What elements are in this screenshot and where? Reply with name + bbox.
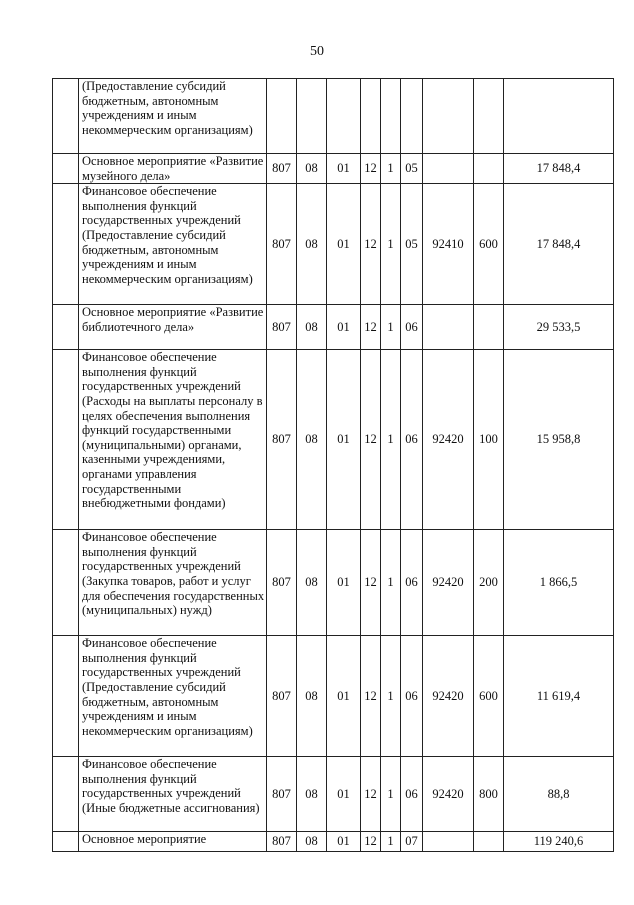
row-index-cell (53, 757, 79, 832)
prog-cell: 12 (361, 757, 381, 832)
direction-cell: 92410 (423, 184, 474, 305)
table-row (53, 79, 614, 154)
admin-cell: 807 (267, 757, 297, 832)
subsection-cell: 01 (327, 530, 361, 636)
sum-cell: 1 866,5 (504, 530, 614, 636)
prog-cell: 12 (361, 350, 381, 530)
admin-cell: 807 (267, 350, 297, 530)
type-cell: 600 (474, 184, 504, 305)
event-cell: 06 (401, 636, 423, 757)
sum-cell (504, 79, 614, 154)
expense-name-cell: Финансовое обеспечение выполнения функций государственных учреждений (Иные бюджетные ассигнования) (79, 757, 267, 832)
expense-name-cell: (Предоставление субсидий бюджетным, автономным учреждениям и иным некоммерческим организациям) (79, 79, 267, 154)
subsection-cell (327, 79, 361, 154)
row-index-cell (53, 305, 79, 350)
subsection-cell: 01 (327, 350, 361, 530)
prog-cell: 12 (361, 530, 381, 636)
direction-cell: 92420 (423, 636, 474, 757)
subsection-cell: 01 (327, 184, 361, 305)
type-cell (474, 305, 504, 350)
type-cell (474, 79, 504, 154)
prog-cell: 12 (361, 636, 381, 757)
sum-cell: 88,8 (504, 757, 614, 832)
subprog-cell: 1 (381, 832, 401, 852)
sum-cell: 119 240,6 (504, 832, 614, 852)
prog-cell: 12 (361, 832, 381, 852)
row-index-cell (53, 154, 79, 184)
type-cell: 200 (474, 530, 504, 636)
subprog-cell: 1 (381, 154, 401, 184)
subsection-cell: 01 (327, 636, 361, 757)
type-cell: 100 (474, 350, 504, 530)
prog-cell: 12 (361, 184, 381, 305)
table-body (53, 79, 614, 852)
direction-cell (423, 832, 474, 852)
type-cell: 600 (474, 636, 504, 757)
subprog-cell: 1 (381, 757, 401, 832)
subsection-cell: 01 (327, 154, 361, 184)
event-cell (401, 79, 423, 154)
table-row (53, 832, 614, 852)
expense-name-cell: Финансовое обеспечение выполнения функций государственных учреждений (Закупка товаров, работ и услуг для обеспечения государственных (муниципальных) нужд) (79, 530, 267, 636)
prog-cell: 12 (361, 154, 381, 184)
type-cell (474, 832, 504, 852)
sum-cell: 15 958,8 (504, 350, 614, 530)
row-index-cell (53, 530, 79, 636)
subprog-cell: 1 (381, 184, 401, 305)
prog-cell: 12 (361, 305, 381, 350)
type-cell (474, 154, 504, 184)
section-cell: 08 (297, 757, 327, 832)
event-cell: 07 (401, 832, 423, 852)
expense-name-cell: Основное мероприятие «Развитие библиотечного дела» (79, 305, 267, 350)
page-number: 50 (310, 44, 324, 59)
sum-cell: 11 619,4 (504, 636, 614, 757)
expense-name-cell: Финансовое обеспечение выполнения функций государственных учреждений (Предоставление субсидий бюджетным, автономным учреждениям и иным некоммерческим организациям) (79, 636, 267, 757)
expense-name-cell: Основное мероприятие (79, 832, 267, 852)
table-row (53, 350, 614, 530)
section-cell: 08 (297, 154, 327, 184)
subprog-cell (381, 79, 401, 154)
event-cell: 06 (401, 530, 423, 636)
direction-cell (423, 79, 474, 154)
sum-cell: 29 533,5 (504, 305, 614, 350)
section-cell: 08 (297, 530, 327, 636)
event-cell: 06 (401, 350, 423, 530)
subprog-cell: 1 (381, 636, 401, 757)
admin-cell (267, 79, 297, 154)
table-row (53, 757, 614, 832)
subprog-cell: 1 (381, 530, 401, 636)
sum-cell: 17 848,4 (504, 184, 614, 305)
expense-name-cell: Основное мероприятие «Развитие музейного дела» (79, 154, 267, 184)
row-index-cell (53, 832, 79, 852)
admin-cell: 807 (267, 154, 297, 184)
sum-cell: 17 848,4 (504, 154, 614, 184)
budget-table (52, 78, 614, 852)
table-row (53, 305, 614, 350)
section-cell: 08 (297, 636, 327, 757)
subprog-cell: 1 (381, 350, 401, 530)
subsection-cell: 01 (327, 305, 361, 350)
direction-cell: 92420 (423, 757, 474, 832)
table-row (53, 636, 614, 757)
admin-cell: 807 (267, 305, 297, 350)
section-cell: 08 (297, 184, 327, 305)
row-index-cell (53, 184, 79, 305)
subsection-cell: 01 (327, 832, 361, 852)
section-cell (297, 79, 327, 154)
admin-cell: 807 (267, 832, 297, 852)
expense-name-cell: Финансовое обеспечение выполнения функций государственных учреждений (Предоставление субсидий бюджетным, автономным учреждениям и иным некоммерческим организациям) (79, 184, 267, 305)
subprog-cell: 1 (381, 305, 401, 350)
direction-cell: 92420 (423, 350, 474, 530)
event-cell: 06 (401, 757, 423, 832)
prog-cell (361, 79, 381, 154)
section-cell: 08 (297, 305, 327, 350)
direction-cell (423, 154, 474, 184)
event-cell: 05 (401, 154, 423, 184)
direction-cell (423, 305, 474, 350)
section-cell: 08 (297, 832, 327, 852)
row-index-cell (53, 350, 79, 530)
direction-cell: 92420 (423, 530, 474, 636)
expense-name-cell: Финансовое обеспечение выполнения функций государственных учреждений (Расходы на выплаты персоналу в целях обеспечения выполнения функций государственными (муниципальными) органами, казенными учреждениями, органами управления государственными внебюджетными фондами) (79, 350, 267, 530)
admin-cell: 807 (267, 636, 297, 757)
table-row (53, 154, 614, 184)
event-cell: 06 (401, 305, 423, 350)
admin-cell: 807 (267, 184, 297, 305)
table-row (53, 530, 614, 636)
table-row (53, 184, 614, 305)
event-cell: 05 (401, 184, 423, 305)
row-index-cell (53, 79, 79, 154)
row-index-cell (53, 636, 79, 757)
subsection-cell: 01 (327, 757, 361, 832)
section-cell: 08 (297, 350, 327, 530)
admin-cell: 807 (267, 530, 297, 636)
type-cell: 800 (474, 757, 504, 832)
